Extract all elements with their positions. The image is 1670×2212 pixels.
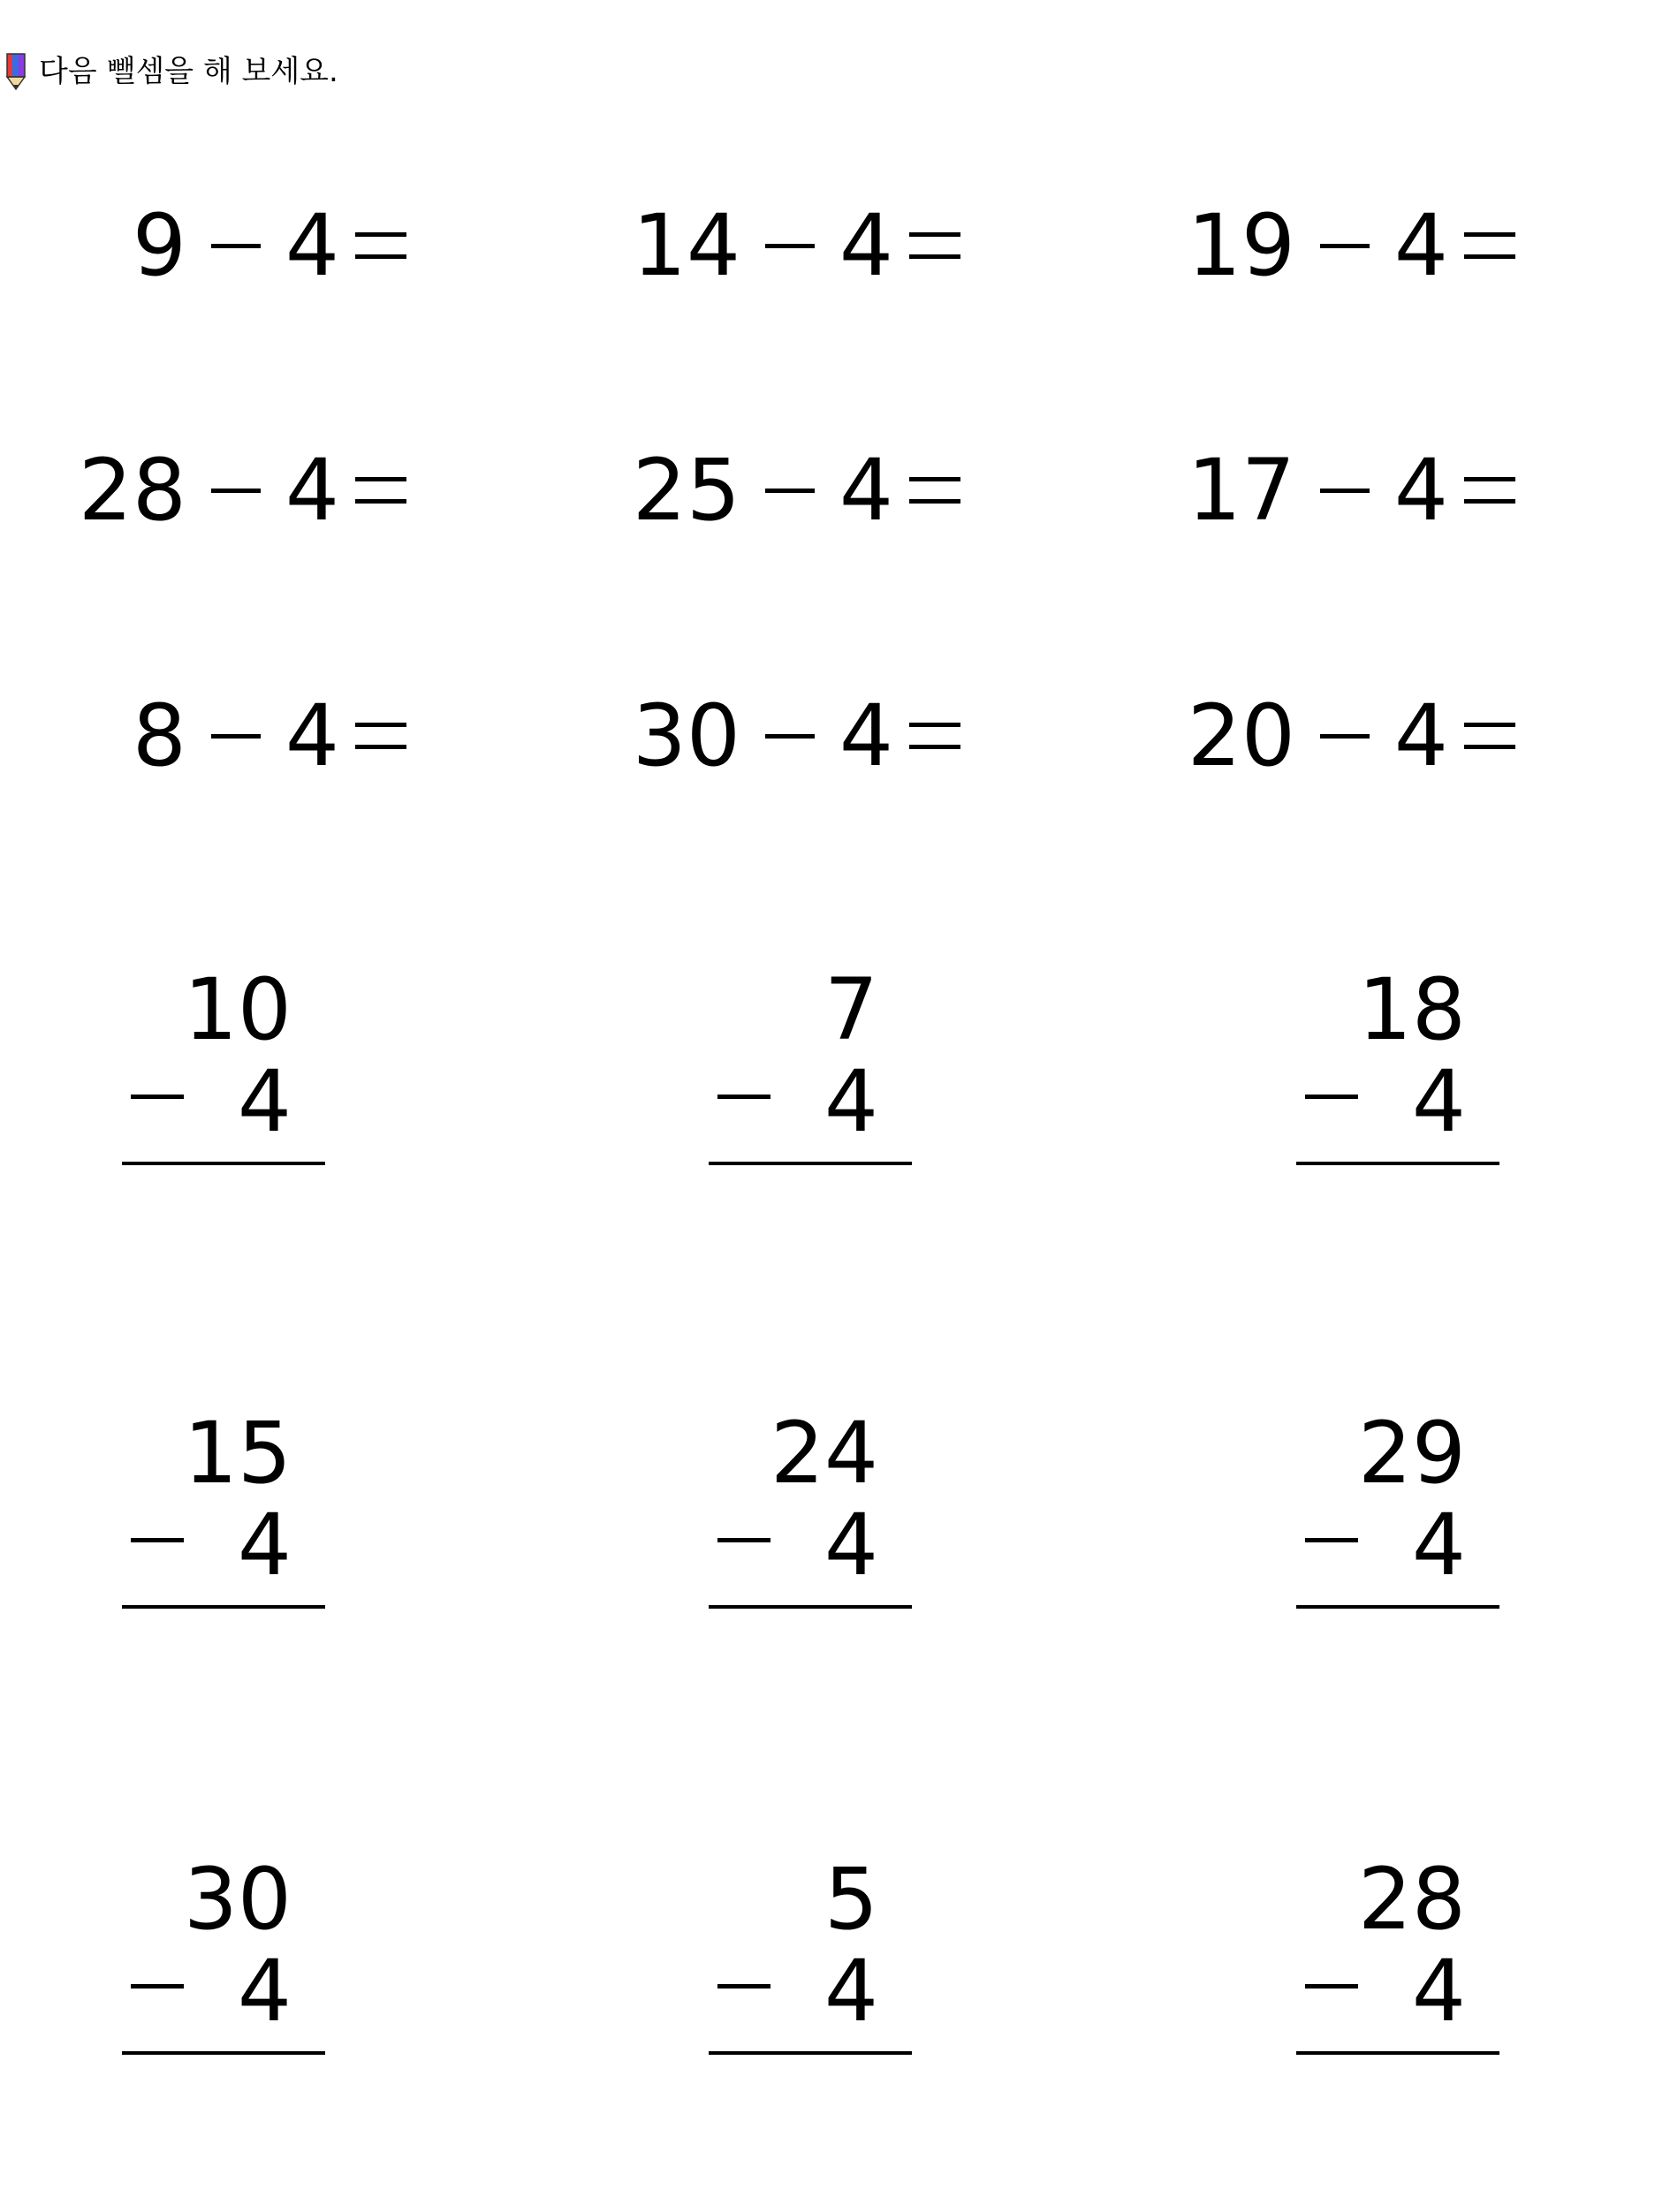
subtrahend: 4 (237, 1942, 292, 2041)
minus-sign (1305, 1538, 1358, 1542)
minus-sign (211, 244, 261, 248)
answer-line (122, 1605, 325, 1609)
horizontal-problem (632, 441, 960, 540)
minus-sign (717, 1984, 770, 1989)
equals-sign (909, 232, 960, 259)
minuend: 25 (632, 441, 740, 540)
answer-line (1296, 1605, 1499, 1609)
minuend: 30 (632, 686, 740, 785)
subtrahend: 4 (839, 196, 893, 295)
equals-sign (355, 232, 406, 259)
vertical-problem (709, 1850, 912, 2060)
subtrahend: 4 (237, 1496, 292, 1595)
minuend: 14 (632, 196, 740, 295)
vertical-problem (122, 1404, 325, 1614)
horizontal-problem (632, 686, 960, 785)
minuend: 9 (132, 196, 186, 295)
minuend: 17 (1187, 441, 1295, 540)
horizontal-problem (632, 196, 960, 295)
minuend: 28 (1357, 1850, 1466, 1949)
equals-sign (1464, 723, 1515, 749)
answer-line (1296, 2051, 1499, 2055)
minus-sign (717, 1538, 770, 1542)
vertical-problem (122, 960, 325, 1170)
minuend: 5 (824, 1850, 878, 1949)
subtrahend: 4 (839, 441, 893, 540)
horizontal-problem (1187, 441, 1515, 540)
equals-sign (1464, 477, 1515, 504)
minus-sign (1320, 734, 1370, 739)
subtrahend: 4 (237, 1052, 292, 1151)
subtrahend: 4 (285, 196, 339, 295)
subtrahend: 4 (1411, 1496, 1466, 1595)
answer-line (122, 1162, 325, 1165)
subtrahend: 4 (1393, 196, 1448, 295)
subtrahend: 4 (1411, 1942, 1466, 2041)
equals-sign (909, 477, 960, 504)
minus-sign (131, 1095, 184, 1099)
subtrahend: 4 (839, 686, 893, 785)
horizontal-problem (132, 686, 406, 785)
minuend: 18 (1357, 960, 1466, 1059)
instruction-text: 다음 뺄셈을 해 보세요. (39, 54, 338, 89)
horizontal-problem (1187, 686, 1515, 785)
subtrahend: 4 (285, 441, 339, 540)
equals-sign (355, 723, 406, 749)
subtrahend: 4 (1411, 1052, 1466, 1151)
minus-sign (765, 244, 815, 248)
horizontal-problem (78, 441, 406, 540)
answer-line (709, 2051, 912, 2055)
minuend: 7 (824, 960, 878, 1059)
minus-sign (1305, 1984, 1358, 1989)
vertical-problem (1296, 960, 1499, 1170)
equals-sign (355, 477, 406, 504)
pencil-icon (4, 52, 28, 91)
answer-line (709, 1605, 912, 1609)
horizontal-problem (132, 196, 406, 295)
minus-sign (1320, 489, 1370, 493)
vertical-problem (122, 1850, 325, 2060)
vertical-problem (1296, 1404, 1499, 1614)
minuend: 8 (132, 686, 186, 785)
subtrahend: 4 (824, 1496, 878, 1595)
minus-sign (211, 489, 261, 493)
minus-sign (131, 1984, 184, 1989)
instruction (4, 49, 338, 94)
minuend: 30 (183, 1850, 292, 1949)
minus-sign (765, 489, 815, 493)
minuend: 15 (183, 1404, 292, 1503)
vertical-problem (1296, 1850, 1499, 2060)
answer-line (1296, 1162, 1499, 1165)
subtrahend: 4 (1393, 686, 1448, 785)
equals-sign (1464, 232, 1515, 259)
vertical-problem (709, 1404, 912, 1614)
subtrahend: 4 (285, 686, 339, 785)
minuend: 28 (78, 441, 186, 540)
minus-sign (1320, 244, 1370, 248)
minuend: 29 (1357, 1404, 1466, 1503)
subtrahend: 4 (824, 1942, 878, 2041)
minuend: 19 (1187, 196, 1295, 295)
equals-sign (909, 723, 960, 749)
subtrahend: 4 (824, 1052, 878, 1151)
answer-line (122, 2051, 325, 2055)
minus-sign (717, 1095, 770, 1099)
minus-sign (765, 734, 815, 739)
vertical-problem (709, 960, 912, 1170)
minus-sign (211, 734, 261, 739)
minuend: 24 (770, 1404, 878, 1503)
minus-sign (1305, 1095, 1358, 1099)
minus-sign (131, 1538, 184, 1542)
horizontal-problem (1187, 196, 1515, 295)
subtrahend: 4 (1393, 441, 1448, 540)
minuend: 10 (183, 960, 292, 1059)
minuend: 20 (1187, 686, 1295, 785)
answer-line (709, 1162, 912, 1165)
